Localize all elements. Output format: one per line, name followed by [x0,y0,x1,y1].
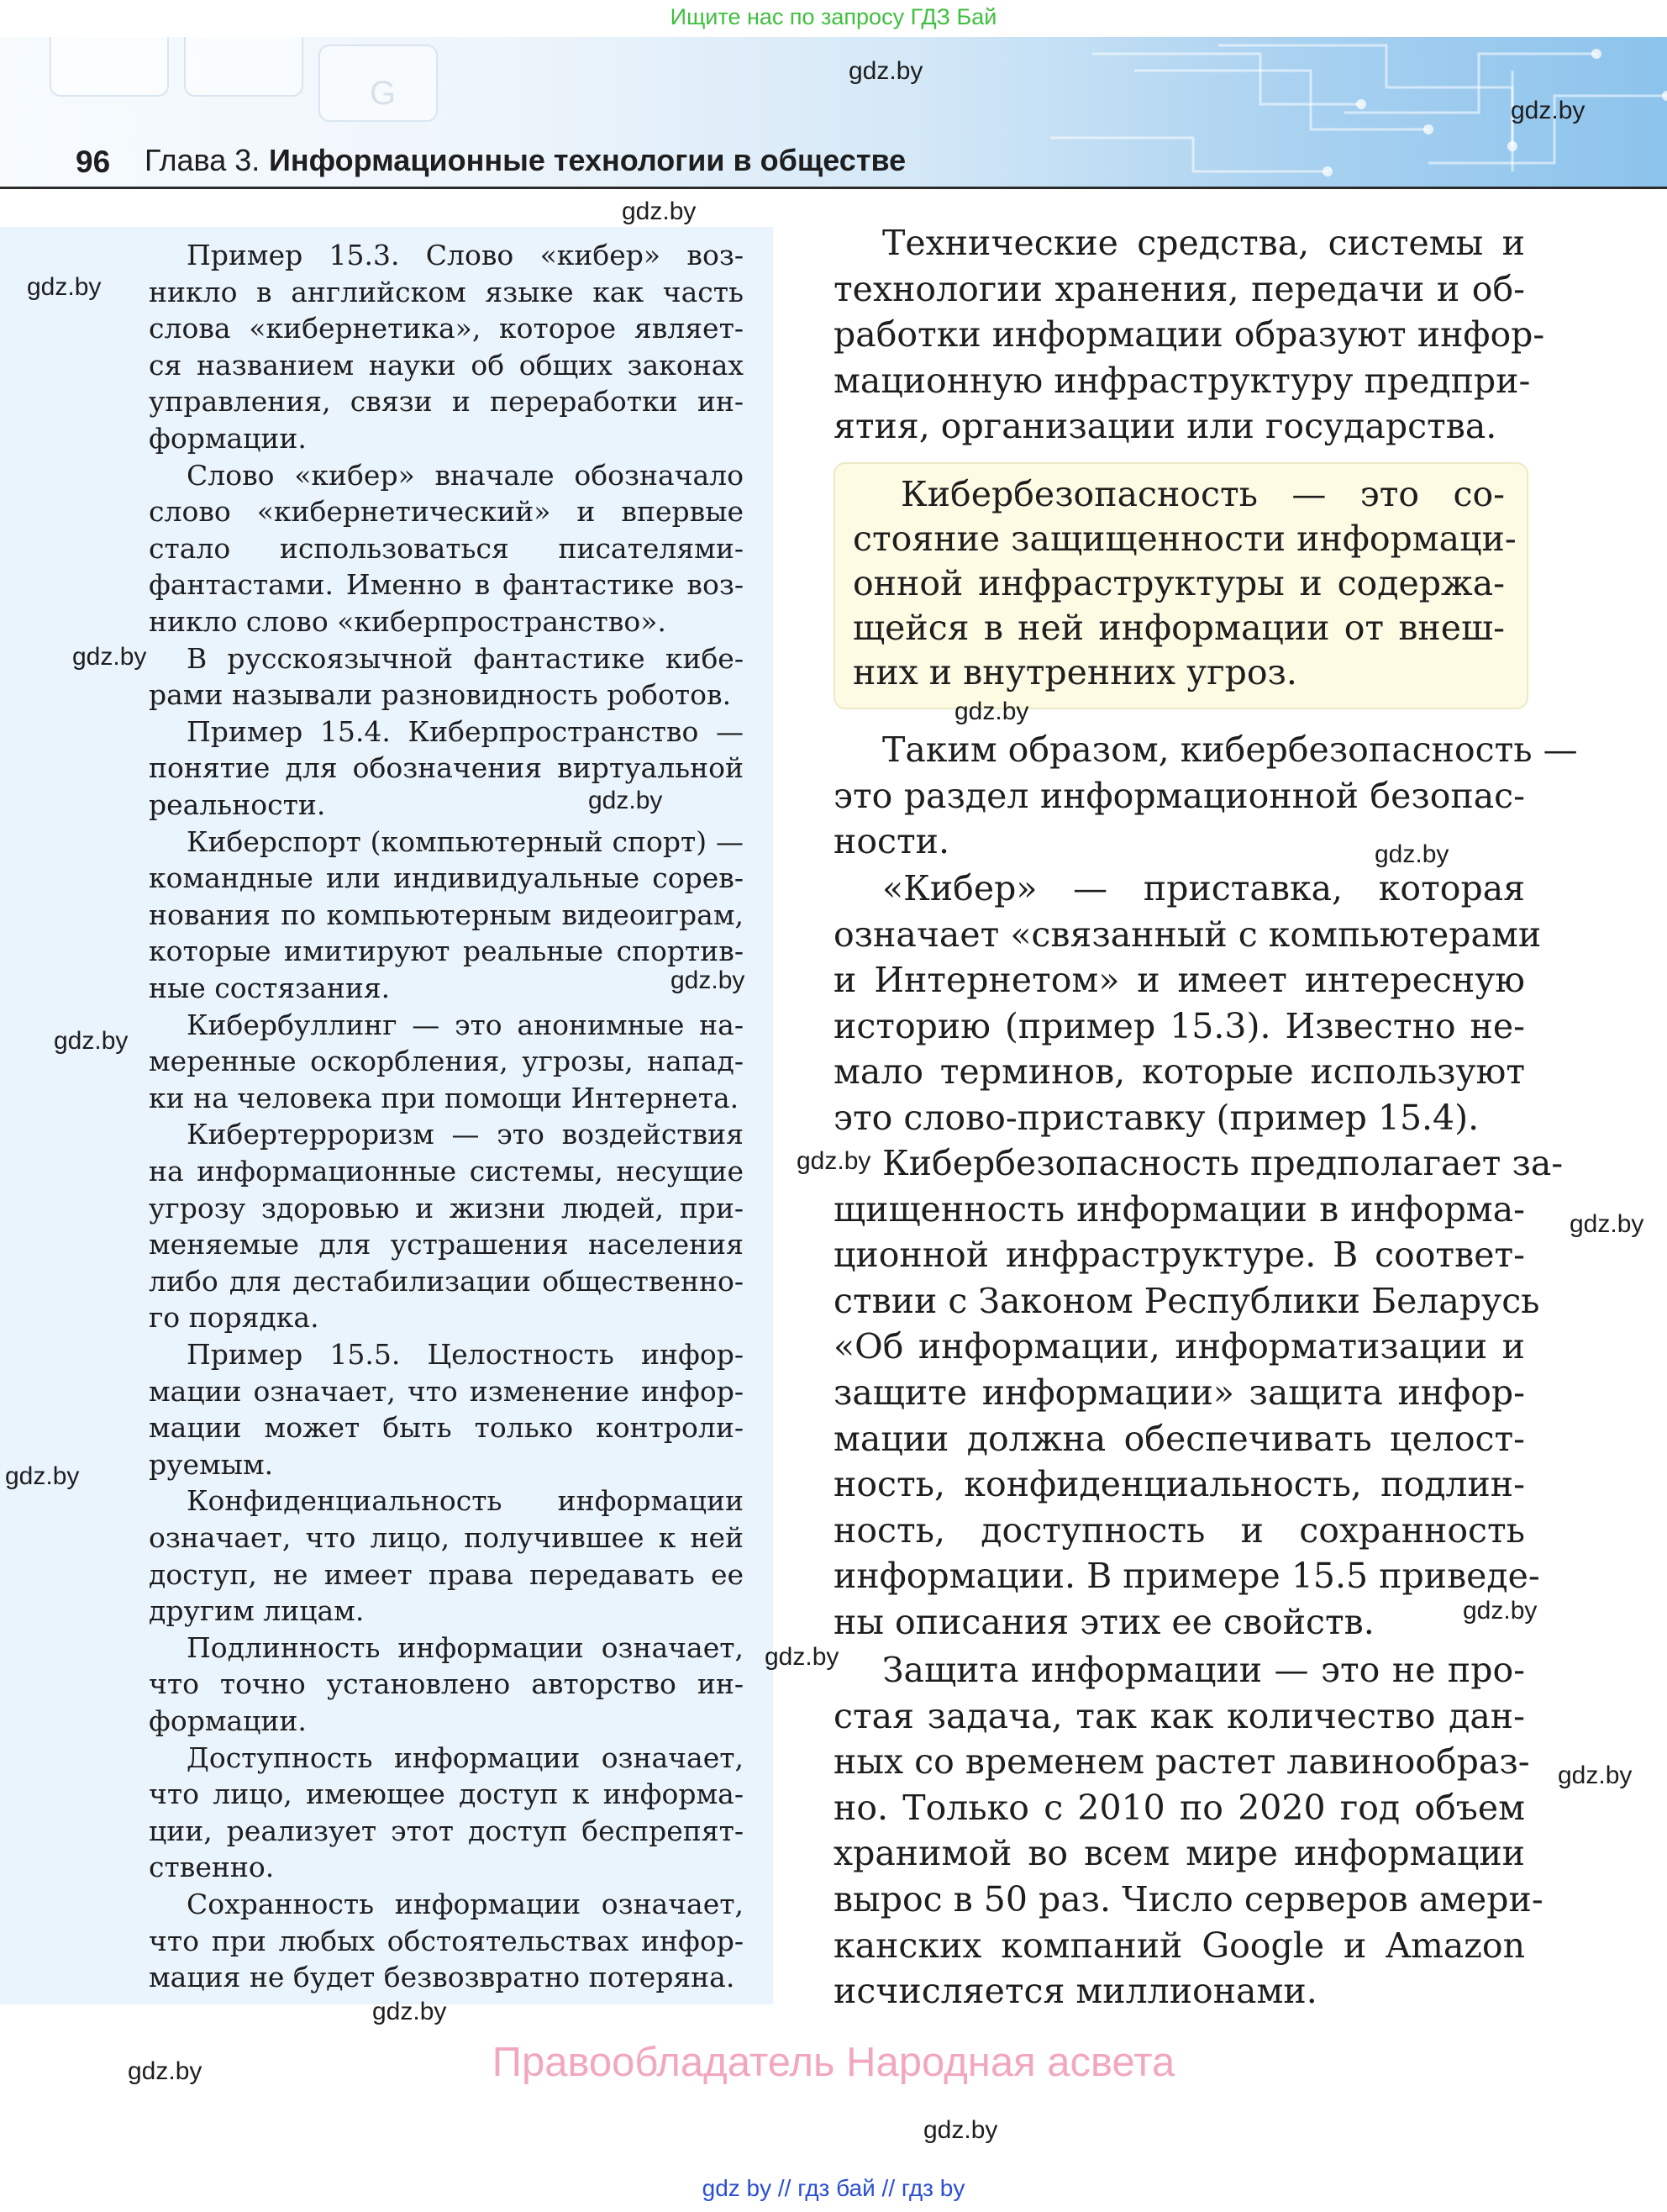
main-text-line: щищенность информации в информа- [834,1188,1525,1230]
copyright-footer: Правообладатель Народная асвета [492,2040,1175,2085]
main-text-line: Таким образом, кибербезопасность — [882,729,1578,770]
sidebar-line: реальности. [149,788,326,821]
sidebar-line: слова «кибернетика», которое являет- [149,312,744,345]
main-text-line: вырос в 50 раз. Число серверов амери- [834,1879,1543,1920]
watermark-text: gdz.by [1570,1210,1644,1238]
sidebar-line: ся названием науки об общих законах [149,348,744,382]
main-text-line: защите информации» защита инфор- [834,1372,1525,1413]
watermark-text: gdz.by [622,198,697,225]
sidebar-line: управления, связи и переработки ин- [149,385,744,419]
sidebar-line: формации. [149,422,307,455]
sidebar-line: что лицо, имеющее доступ к информа- [149,1778,744,1811]
main-text-line: работки информации образуют инфор- [834,314,1545,356]
sidebar-line: го порядка. [149,1301,319,1335]
definition-line: них и внутренних угроз. [853,652,1297,693]
sidebar-line: которые имитируют реальные спортив- [149,935,744,968]
watermark-text: gdz.by [27,273,102,301]
sidebar-line: Слово «кибер» вначале обозначало [187,458,744,492]
watermark-text: gdz.by [670,966,745,994]
sidebar-line: нования по компьютерным видеоиграм, [149,898,744,931]
watermark-text: gdz.by [1511,97,1585,124]
main-text-line: «Кибер» — приставка, которая [882,868,1525,908]
main-text-line: мационную инфраструктуру предпри- [834,360,1531,401]
watermark-text: gdz.by [849,57,923,85]
main-text-line: и Интернетом» и имеет интересную [834,960,1525,1001]
main-text-line: исчисляется миллионами. [834,1971,1317,2012]
sidebar-line: Сохранность информации означает, [187,1888,744,1920]
watermark-text: gdz.by [1558,1762,1633,1789]
top-banner: Ищите нас по запросу ГДЗ Бай [670,4,997,29]
chapter-label: Глава 3. [145,143,260,177]
sidebar-line: ные состязания. [149,972,391,1004]
definition-line: щейся в ней информации от внеш- [853,608,1505,648]
sidebar-line: Пример 15.3. Слово «кибер» воз- [187,239,744,271]
watermark-text: gdz.by [54,1027,129,1055]
sidebar-line: Пример 15.4. Киберпространство — [187,714,744,748]
main-text-line: ятия, организации или государства. [834,406,1497,447]
main-text-line: ных со временем растет лавинообраз- [834,1741,1530,1783]
watermark-text: gdz.by [765,1643,839,1671]
sidebar-line: меренные оскорбления, угрозы, напад- [149,1045,744,1078]
footer-links[interactable]: gdz by // гдз бай // гдз by [702,2175,965,2201]
watermark-text: gdz.by [128,2057,202,2085]
sidebar-line: ки на человека при помощи Интернета. [149,1081,739,1114]
main-text-line: означает «связанный с компьютерами [834,914,1542,955]
main-text-line: ность, доступность и сохранность [834,1509,1525,1551]
definition-line: стояние защищенности информаци- [853,519,1517,559]
sidebar-line: рами называли разновидность роботов. [149,678,732,712]
definition-line: онной инфраструктуры и содержа- [853,563,1505,603]
sidebar-line: командные или индивидуальные сорев- [149,861,744,895]
main-text-line: но. Только с 2010 по 2020 год объем [834,1787,1525,1828]
main-text-line: Кибербезопасность предполагает за- [882,1143,1564,1183]
sidebar-line: что точно установлено авторство ин- [149,1667,744,1701]
main-text-line: информации. В примере 15.5 приведе- [834,1556,1540,1597]
chapter-title: Информационные технологии в обществе [269,143,907,177]
main-text-line: Защита информации — это не про- [882,1650,1525,1690]
sidebar-line: формации. [149,1704,307,1737]
sidebar-line: мация не будет безвозвратно потеряна. [149,1961,735,1994]
watermark-text: gdz.by [372,1998,447,2025]
sidebar-line: стало использоваться писателями- [149,531,744,565]
main-text-line: стая задача, так как количество дан- [834,1695,1525,1736]
watermark-text: gdz.by [1375,840,1449,868]
main-text-line: хранимой во всем мире информации [834,1833,1525,1874]
sidebar-line: руемым. [149,1447,274,1481]
watermark-text: gdz.by [588,787,663,814]
main-text-line: ны описания этих ее свойств. [834,1602,1375,1642]
sidebar-line: понятие для обозначения виртуальной [149,751,744,785]
sidebar-line: слово «кибернетический» и впервые [149,495,744,529]
main-text-line: историю (пример 15.3). Известно не- [834,1005,1525,1046]
sidebar-line: ции, реализует этот доступ беспрепят- [149,1814,744,1847]
main-text-line: ность, конфиденциальность, подлин- [834,1464,1525,1505]
main-text-line: ционной инфраструктуре. В соответ- [834,1235,1525,1276]
main-text-line: ствии с Законом Республики Беларусь [834,1280,1540,1321]
main-text-line: это раздел информационной безопас- [834,775,1525,816]
sidebar-line: другим лицам. [149,1594,365,1628]
page-number: 96 [76,145,111,179]
watermark-text: gdz.by [72,643,147,671]
sidebar-line: означает, что лицо, получившее к ней [149,1521,744,1554]
sidebar-line: на информационные системы, несущие [149,1155,744,1188]
watermark-text: gdz.by [954,698,1029,725]
sidebar-line: В русскоязычной фантастике кибе- [187,641,744,675]
sidebar-line: либо для дестабилизации общественно- [149,1264,744,1298]
svg-text:G: G [370,75,397,112]
main-text-line: канских компаний Google и Amazon [834,1925,1525,1966]
sidebar-line: мации означает, что изменение инфор- [149,1374,744,1408]
watermark-text: gdz.by [923,2116,998,2144]
main-text-line: Технические средства, системы и [882,223,1525,263]
watermark-text: gdz.by [5,1462,80,1490]
sidebar-line: никло слово «киберпространство». [149,605,666,638]
sidebar-line: никло в английском языке как часть [149,275,744,308]
sidebar-line: Киберспорт (компьютерный спорт) — [187,824,744,858]
sidebar-line: Пример 15.5. Целостность инфор- [187,1338,744,1371]
main-text-line: «Об информации, информатизации и [834,1326,1525,1367]
main-text-line: это слово-приставку (пример 15.4). [834,1098,1480,1138]
header-divider [0,187,1667,189]
sidebar-line: Конфиденциальность информации [187,1484,744,1518]
main-text-line: технологии хранения, передачи и об- [834,268,1525,309]
sidebar-line: меняемые для устрашения населения [149,1228,744,1261]
sidebar-line: ственно. [149,1851,275,1884]
sidebar-line: что при любых обстоятельствах инфор- [149,1924,744,1957]
sidebar-line: мации может быть только контроли- [149,1411,744,1445]
sidebar-line: Доступность информации означает, [187,1741,744,1774]
watermark-text: gdz.by [797,1147,871,1175]
sidebar-line: Кибербуллинг — это анонимные на- [187,1008,744,1041]
definition-line: Кибербезопасность — это со- [901,474,1505,514]
sidebar-line: фантастами. Именно в фантастике воз- [149,568,744,602]
sidebar-line: Подлинность информации означает, [187,1630,744,1664]
watermark-text: gdz.by [1463,1597,1538,1625]
sidebar-line: Кибертерроризм — это воздействия [187,1118,744,1151]
main-text-line: мации должна обеспечивать целост- [834,1418,1525,1459]
main-text-line: мало терминов, которые используют [834,1051,1525,1093]
sidebar-line: угрозу здоровью и жизни людей, при- [149,1191,744,1224]
sidebar-line: доступ, не имеет права передавать ее [149,1557,744,1591]
main-text-line: ности. [834,821,950,862]
